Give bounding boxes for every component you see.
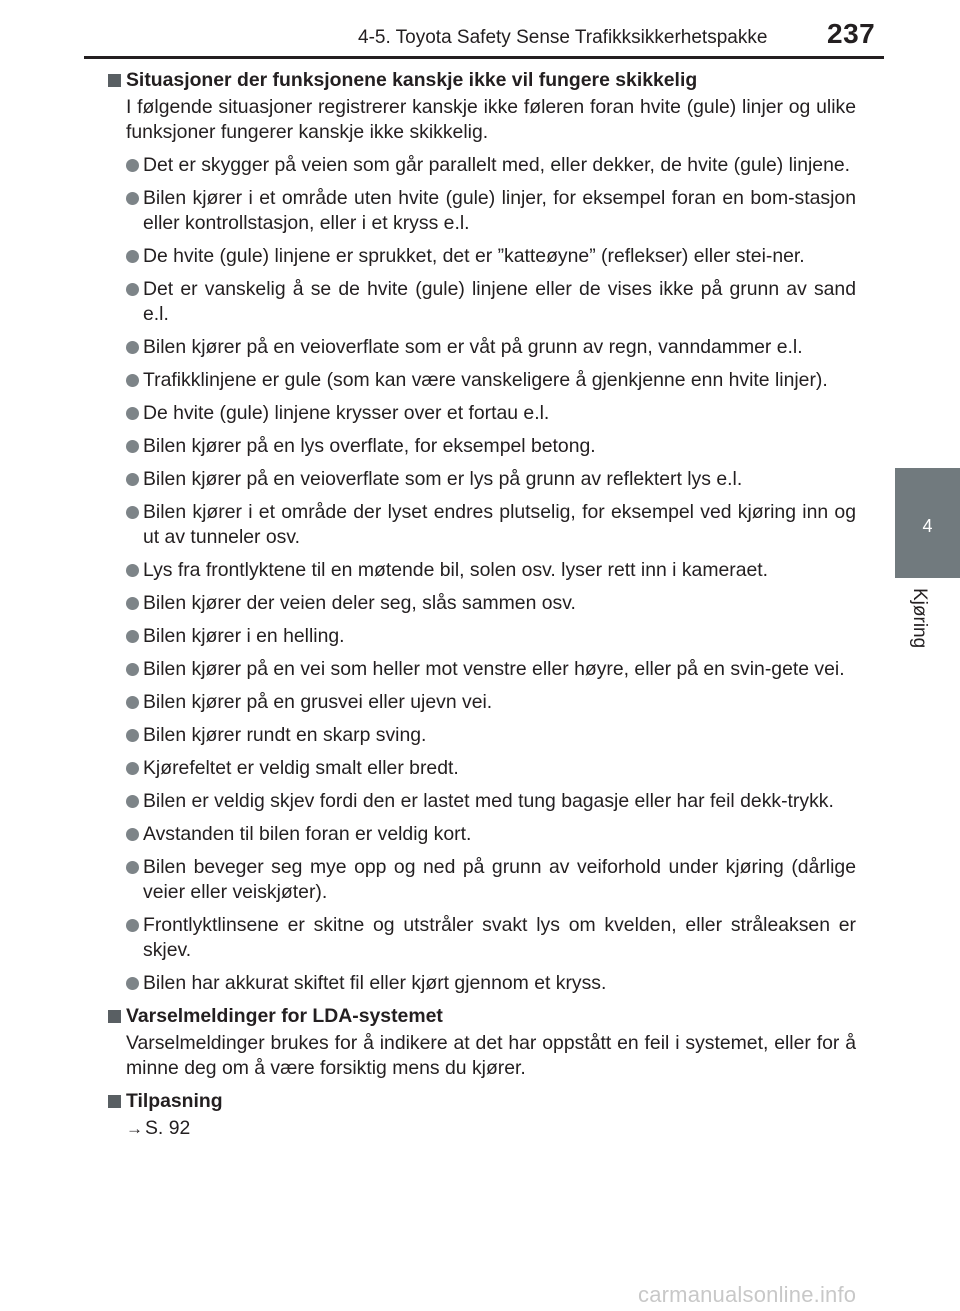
page-number: 237: [827, 18, 876, 49]
round-bullet-icon: [126, 919, 139, 932]
round-bullet-icon: [126, 283, 139, 296]
list-item: [126, 971, 856, 996]
list-item-text: Bilen kjører på en veioverflate som er våt på grunn av regn, vanndammer e.l.: [143, 336, 803, 358]
list-item: [126, 756, 856, 781]
section-heading-text: Tilpasning: [126, 1090, 223, 1112]
list-item-text: Lys fra frontlyktene til en møtende bil, solen osv. lyser rett inn i kameraet.: [143, 559, 769, 581]
list-item-text: Frontlyktlinsene er skitne og utstråler svakt lys om kvelden, eller stråleaksen er skjev.: [143, 914, 856, 961]
round-bullet-icon: [126, 192, 139, 205]
list-item: [126, 690, 856, 715]
list-item-text: Bilen kjører rundt en skarp sving.: [143, 724, 427, 746]
arrow-right-icon: →: [126, 1119, 143, 1138]
chapter-tab-label: Kjøring: [909, 588, 930, 649]
round-bullet-icon: [126, 729, 139, 742]
round-bullet-icon: [126, 597, 139, 610]
list-item-text: Trafikklinjene er gule (som kan være vanskeligere å gjenkjenne enn hvite linjer).: [143, 369, 828, 391]
section-heading-customization: [104, 1089, 856, 1114]
list-item: [126, 657, 856, 682]
situation-list: [104, 153, 856, 996]
round-bullet-icon: [126, 630, 139, 643]
list-item: [126, 913, 856, 963]
list-item-text: Bilen beveger seg mye opp og ned på grunn av veiforhold under kjøring (dårlige veier eller veiskjøter).: [143, 856, 856, 903]
list-item-text: De hvite (gule) linjene er sprukket, det er ”katteøyne” (reflekser) eller stei-ner.: [143, 245, 805, 267]
round-bullet-icon: [126, 159, 139, 172]
round-bullet-icon: [126, 374, 139, 387]
square-bullet-icon: [108, 1010, 121, 1023]
round-bullet-icon: [126, 861, 139, 874]
list-item-text: Bilen kjører på en veioverflate som er lys på grunn av reflektert lys e.l.: [143, 468, 743, 490]
round-bullet-icon: [126, 762, 139, 775]
list-item: [126, 368, 856, 393]
chapter-tab: [895, 468, 960, 578]
round-bullet-icon: [126, 506, 139, 519]
list-item: [126, 467, 856, 492]
list-item: [126, 401, 856, 426]
list-item-text: Kjørefeltet er veldig smalt eller bredt.: [143, 757, 459, 779]
list-item: [126, 855, 856, 905]
list-item-text: Bilen kjører i et område uten hvite (gule) linjer, for eksempel foran en bom-stasjon eller kontrollstasjon, eller i et kryss e.l.: [143, 187, 856, 234]
round-bullet-icon: [126, 341, 139, 354]
watermark: carmanualsonline.info: [638, 1282, 857, 1307]
round-bullet-icon: [126, 407, 139, 420]
list-item-text: Bilen kjører i en helling.: [143, 625, 345, 647]
list-item-text: Bilen kjører på en lys overflate, for eksempel betong.: [143, 435, 596, 457]
list-item: [126, 277, 856, 327]
section-heading-text: Varselmeldinger for LDA-systemet: [126, 1005, 443, 1027]
section-heading-situations: [104, 68, 856, 93]
round-bullet-icon: [126, 977, 139, 990]
page-reference: [126, 1116, 856, 1141]
square-bullet-icon: [108, 74, 121, 87]
list-item-text: Bilen har akkurat skiftet fil eller kjørt gjennom et kryss.: [143, 972, 607, 994]
list-item: [126, 789, 856, 814]
round-bullet-icon: [126, 696, 139, 709]
round-bullet-icon: [126, 473, 139, 486]
list-item-text: Det er vanskelig å se de hvite (gule) linjene eller de vises ikke på grunn av sand e.l.: [143, 278, 856, 325]
round-bullet-icon: [126, 795, 139, 808]
list-item: [126, 335, 856, 360]
list-item: [126, 153, 856, 178]
list-item-text: Det er skygger på veien som går parallelt med, eller dekker, de hvite (gule) linjene.: [143, 154, 851, 176]
page-content: [104, 68, 856, 1145]
round-bullet-icon: [126, 663, 139, 676]
page-reference-link[interactable]: S. 92: [145, 1117, 191, 1139]
list-item: [126, 434, 856, 459]
list-item: [126, 186, 856, 236]
round-bullet-icon: [126, 828, 139, 841]
list-item-text: De hvite (gule) linjene krysser over et fortau e.l.: [143, 402, 550, 424]
list-item-text: Avstanden til bilen foran er veldig kort.: [143, 823, 472, 845]
section-heading-warnings: [104, 1004, 856, 1029]
round-bullet-icon: [126, 564, 139, 577]
list-item: [126, 591, 856, 616]
list-item-text: Bilen er veldig skjev fordi den er lastet med tung bagasje eller har feil dekk-trykk.: [143, 790, 834, 812]
running-header-title: 4-5. Toyota Safety Sense Trafikksikkerhetspakke: [358, 27, 768, 48]
list-item: [126, 244, 856, 269]
list-item: [126, 624, 856, 649]
list-item-text: Bilen kjører der veien deler seg, slås sammen osv.: [143, 592, 576, 614]
list-item-text: Bilen kjører i et område der lyset endres plutselig, for eksempel ved kjøring inn og ut av tunneler osv.: [143, 501, 856, 548]
square-bullet-icon: [108, 1095, 121, 1108]
list-item: [126, 822, 856, 847]
section-heading-text: Situasjoner der funksjonene kanskje ikke vil fungere skikkelig: [126, 69, 698, 91]
list-item: [126, 723, 856, 748]
round-bullet-icon: [126, 440, 139, 453]
list-item: [126, 558, 856, 583]
list-item-text: Bilen kjører på en vei som heller mot venstre eller høyre, eller på en svin-gete vei.: [143, 658, 845, 680]
list-item: [126, 500, 856, 550]
section-intro: Varselmeldinger brukes for å indikere at det har oppstått en feil i systemet, eller for å minne deg om å være forsiktig mens du kjører.: [126, 1032, 856, 1079]
round-bullet-icon: [126, 250, 139, 263]
section-intro: I følgende situasjoner registrerer kanskje ikke føleren foran hvite (gule) linjer og ulike funksjoner fungerer kanskje ikke skikkelig.: [126, 96, 856, 143]
chapter-tab-number: 4: [922, 516, 933, 536]
list-item-text: Bilen kjører på en grusvei eller ujevn vei.: [143, 691, 493, 713]
header-rule: [84, 56, 884, 59]
